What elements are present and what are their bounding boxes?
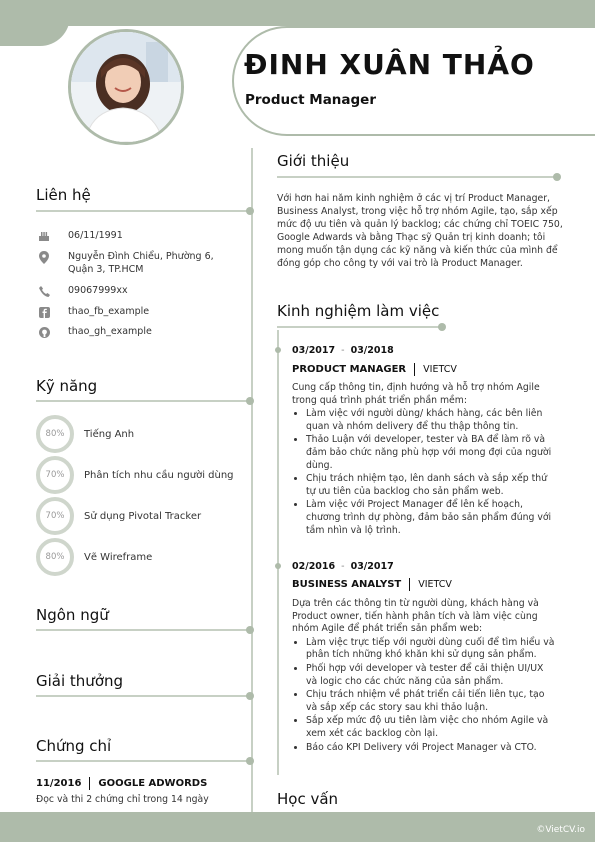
list-item: • Chịu trách nhiệm tạo, lên danh sách và sắp xếp thứ tự ưu tiên của backlog cho sản phẩm web.: [306, 473, 557, 498]
skill-item: 80% Tiếng Anh: [36, 415, 134, 453]
section-title-skills: Kỹ năng: [36, 377, 98, 395]
section-rule: [277, 176, 557, 178]
skill-level-ring: 70%: [36, 497, 74, 535]
job-description: Dựa trên các thông tin từ người dùng, khách hàng và Product owner, tiến hành phân tích và làm việc cùng nhóm Agile để phát triển sản phẩm web: • Làm việc trực tiếp với người dùng cuối để tìm hiểu và phân tích những khó khăn khi sử dụng sản phẩm. • Phối hợp với developer và tester để cải thiện UI/UX và logic cho các chức năng của sản phẩm. • Chịu trách nhiệm về phát triển cải tiến liên tục, tạo và sắp xếp các story sau khi thảo luận. • Sắp xếp mức độ ưu tiên làm việc cho nhóm Agile và xem xét các backlog còn lại. • Báo cáo KPI Delivery với Project Manager và CTO.: [292, 598, 557, 755]
job-description: Cung cấp thông tin, định hướng và hỗ trợ nhóm Agile trong quá trình phát triển phần mềm: • Làm việc với người dùng/ khách hàng, các bên liên quan và nhóm delivery để thu thập thông tin. • Thảo Luận với developer, tester và BA để làm rõ và đảm bảo chức năng phù hợp với mong đợi của người dùng. • Chịu trách nhiệm tạo, lên danh sách và sắp xếp thứ tự ưu tiên của backlog cho sản phẩm web. • Làm việc với Project Manager để lên kế hoạch, chương trình dự phòng, đảm bảo sản phẩm đúng với tầm nhìn và lộ trình.: [292, 382, 557, 538]
contact-phone: 09067999xx: [36, 284, 228, 298]
candidate-title: Product Manager: [245, 92, 376, 108]
section-title-awards: Giải thưởng: [36, 672, 124, 690]
section-rule: [277, 326, 442, 328]
candidate-name: ĐINH XUÂN THẢO: [244, 48, 535, 81]
list-item: • Làm việc với Project Manager để lên kế hoạch, chương trình dự phòng, đảm bảo sản phẩm đúng với tầm nhìn và lộ trình.: [306, 499, 557, 537]
section-rule: [36, 629, 250, 631]
top-left-decoration: [0, 0, 70, 46]
skill-item: 80% Vẽ Wireframe: [36, 538, 152, 576]
section-title-contact: Liên hệ: [36, 186, 91, 204]
location-pin-icon: [36, 250, 52, 264]
job-title: BUSINESS ANALYST VIETCV: [292, 579, 452, 590]
timeline-dot: [275, 347, 281, 353]
cake-icon: [36, 229, 52, 243]
skill-level-ring: 80%: [36, 538, 74, 576]
section-title-certificates: Chứng chỉ: [36, 737, 112, 755]
section-rule: [36, 695, 250, 697]
list-item: • Sắp xếp mức độ ưu tiên làm việc cho nhóm Agile và xem xét các backlog còn lại.: [306, 715, 557, 740]
list-item: • Phối hợp với developer và tester để cải thiện UI/UX và logic cho các chức năng của sản phẩm.: [306, 663, 557, 688]
top-band: [0, 0, 595, 26]
contact-facebook[interactable]: thao_fb_example: [36, 305, 228, 319]
list-item: • Làm việc với người dùng/ khách hàng, các bên liên quan và nhóm delivery để thu thập thông tin.: [306, 408, 557, 433]
skill-item: 70% Sử dụng Pivotal Tracker: [36, 497, 201, 535]
section-rule: [36, 400, 250, 402]
skill-level-ring: 80%: [36, 415, 74, 453]
job-title: PRODUCT MANAGER VIETCV: [292, 364, 457, 375]
skill-level-ring: 70%: [36, 456, 74, 494]
job-company: VIETCV: [423, 364, 457, 375]
column-divider: [251, 148, 253, 812]
certificate-description: Đọc và thi 2 chứng chỉ trong 14 ngày: [36, 794, 209, 805]
job-period: 02/2016 - 03/2017: [292, 561, 394, 572]
certificate-heading: 11/2016 GOOGLE ADWORDS: [36, 778, 208, 789]
section-title-education: Học vấn: [277, 790, 339, 808]
facebook-icon: [36, 305, 52, 319]
header-frame: [232, 26, 595, 136]
contact-address: Nguyễn Đình Chiểu, Phường 6, Quận 3, TP.HCM: [36, 250, 228, 276]
list-item: • Chịu trách nhiệm về phát triển cải tiến liên tục, tạo và sắp xếp các story sau khi thảo luận.: [306, 689, 557, 714]
github-icon: [36, 325, 52, 339]
intro-text: Với hơn hai năm kinh nghiệm ở các vị trí Product Manager, Business Analyst, trong việc hỗ trợ nhóm Agile, tạo, sắp xếp mức độ ưu tiên và quản lý backlog; các chứng chỉ TOEIC 750, Google Adwards và bằng Thạc sỹ Quản trị kinh doanh; tôi mong muốn tận dụng các kỹ năng và kiến thức của mình để đóng góp cho công ty với vai trò là Product Manager.: [277, 193, 563, 269]
section-rule: [36, 210, 250, 212]
timeline-line: [277, 330, 279, 775]
job-period: 03/2017 - 03/2018: [292, 345, 394, 356]
contact-github[interactable]: thao_gh_example: [36, 325, 228, 339]
section-title-languages: Ngôn ngữ: [36, 606, 109, 624]
section-title-intro: Giới thiệu: [277, 152, 350, 170]
footer-credit: ©VietCV.io: [536, 825, 585, 835]
section-rule: [36, 760, 250, 762]
phone-icon: [36, 284, 52, 298]
job-company: VIETCV: [418, 579, 452, 590]
avatar: [68, 29, 184, 145]
skill-item: 70% Phân tích nhu cầu người dùng: [36, 456, 234, 494]
section-title-experience: Kinh nghiệm làm việc: [277, 302, 440, 320]
footer-band: [0, 812, 595, 842]
list-item: • Báo cáo KPI Delivery với Project Manager và CTO.: [306, 742, 557, 755]
timeline-dot: [275, 563, 281, 569]
list-item: • Làm việc trực tiếp với người dùng cuối để tìm hiểu và phân tích những khó khăn khi sử dụng sản phẩm.: [306, 637, 557, 662]
contact-birthday: 06/11/1991: [36, 229, 228, 243]
list-item: • Thảo Luận với developer, tester và BA để làm rõ và đảm bảo chức năng phù hợp với mong đợi của người dùng.: [306, 434, 557, 472]
